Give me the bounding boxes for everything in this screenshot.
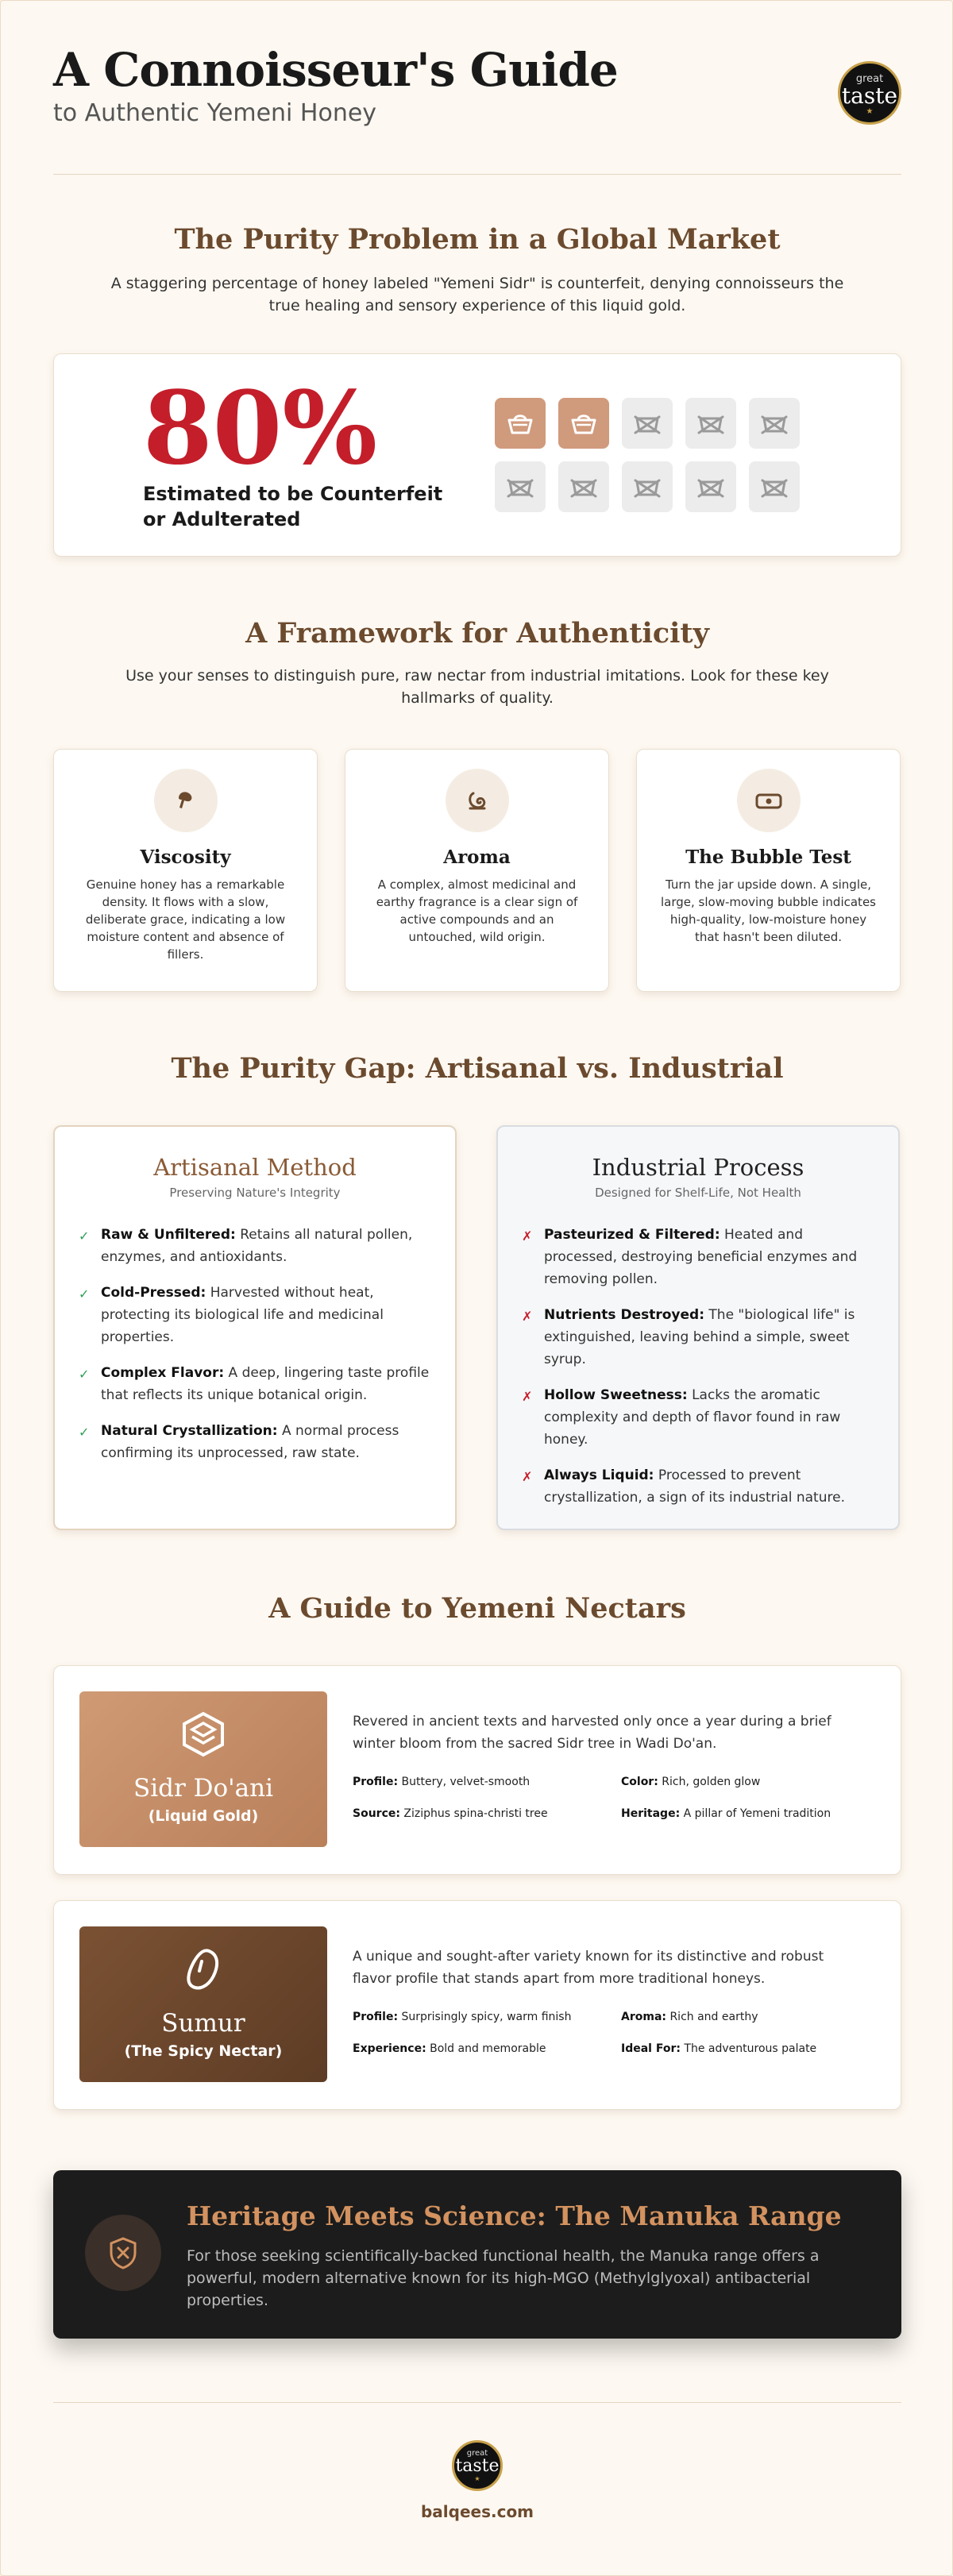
crossed-jar-icon: [622, 461, 673, 512]
basket-icon: [558, 398, 609, 449]
nectar-attr: Profile: Surprisingly spicy, warm finish: [353, 2011, 572, 2023]
nectar-swatch: [79, 1926, 327, 2082]
check-icon: ✓: [79, 1228, 90, 1244]
nectar-card-sidr: [53, 1665, 901, 1875]
crossed-jar-icon: [495, 461, 546, 512]
jar-bubble-icon: [737, 769, 801, 832]
cross-icon: ✗: [522, 1228, 533, 1244]
artisanal-card: [53, 1125, 457, 1530]
nectar-description: A unique and sought-after variety known for its distinctive and robust flavor profile that stands apart from more traditional honeys.: [353, 1949, 824, 1987]
industrial-list: [522, 1224, 876, 1509]
manuka-banner: [53, 2170, 901, 2339]
manuka-title: Heritage Meets Science: The Manuka Range: [187, 2200, 842, 2231]
list-item: ✓ Cold-Pressed: Harvested without heat, protecting its biological life and medicinal properties.: [79, 1285, 384, 1345]
cross-icon: ✗: [522, 1469, 533, 1484]
framework-description: Use your senses to distinguish pure, raw nectar from industrial imitations. Look for these key hallmarks of quality.: [125, 667, 829, 707]
crossed-jar-icon: [749, 398, 800, 449]
artisanal-title: Artisanal Method: [153, 1154, 357, 1181]
list-item: ✗ Pasteurized & Filtered: Heated and processed, destroying beneficial enzymes and removing pollen.: [522, 1227, 858, 1287]
nectar-card-sumur: [53, 1900, 901, 2110]
hexagon-cube-icon: [79, 1710, 327, 1761]
badge-line-1: great: [855, 73, 884, 85]
crossed-jar-icon: [685, 461, 736, 512]
feature-card-aroma: [345, 749, 609, 992]
page-title: A Connoisseur's Guide: [53, 43, 618, 97]
badge-star: ★: [866, 107, 874, 116]
nectar-attr: Profile: Buttery, velvet-smooth: [353, 1776, 531, 1788]
nectar-attr: Ideal For: The adventurous palate: [621, 2042, 817, 2055]
feature-text: A complex, almost medicinal and earthy fragrance is a clear sign of active compounds and an untouched, wild origin.: [376, 877, 578, 944]
artisanal-subtitle: Preserving Nature's Integrity: [169, 1186, 341, 1200]
nectar-attr: Color: Rich, golden glow: [621, 1776, 761, 1788]
feature-card-viscosity: [53, 749, 318, 992]
industrial-title: Industrial Process: [592, 1154, 804, 1181]
feature-title: The Bubble Test: [685, 846, 851, 868]
artisanal-list: [79, 1224, 433, 1464]
manuka-text: For those seeking scientifically-backed functional health, the Manuka range offers a powerful, modern alternative known for its high-MGO (Methylglyoxal) antibacterial properties.: [187, 2247, 820, 2309]
nectar-nickname: (The Spicy Nectar): [124, 2042, 283, 2060]
nectar-swatch: [79, 1691, 327, 1847]
gap-title: The Purity Gap: Artisanal vs. Industrial: [171, 1052, 784, 1085]
crossed-jar-icon: [622, 398, 673, 449]
nectar-name: Sidr Do'ani: [133, 1774, 274, 1803]
site-link[interactable]: balqees.com: [420, 2502, 534, 2521]
purity-title: The Purity Problem in a Global Market: [174, 223, 781, 256]
seed-icon: [79, 1947, 327, 1996]
badge-star: ★: [474, 2475, 480, 2482]
list-item: ✓ Complex Flavor: A deep, lingering taste profile that reflects its unique botanical origin.: [79, 1365, 430, 1403]
badge-line-2: taste: [841, 83, 898, 109]
crossed-jar-icon: [685, 398, 736, 449]
shield-x-icon: [85, 2215, 161, 2291]
nectar-nickname: (Liquid Gold): [148, 1807, 259, 1825]
jar-grid: [495, 398, 812, 517]
stat-label: Estimated to be Counterfeit or Adulterated: [143, 483, 443, 530]
feature-title: Aroma: [443, 846, 511, 868]
cross-icon: ✗: [522, 1389, 533, 1404]
honey-dipper-icon: [154, 769, 218, 832]
list-item: ✗ Nutrients Destroyed: The "biological life" is extinguished, leaving behind a simple, sweet syrup.: [522, 1307, 855, 1367]
badge-line-2: taste: [455, 2456, 500, 2476]
basket-icon: [495, 398, 546, 449]
crossed-jar-icon: [558, 461, 609, 512]
footer-badge: [452, 2440, 503, 2491]
stat-value: 80%: [143, 369, 378, 487]
feature-text: Genuine honey has a remarkable density. It flows with a slow, deliberate grace, indicating a low moisture content and absence of fillers.: [85, 877, 286, 962]
nectar-description: Revered in ancient texts and harvested only once a year during a brief winter bloom from the sacred Sidr tree in Wadi Do'an.: [353, 1714, 831, 1752]
nectar-attr: Experience: Bold and memorable: [353, 2042, 546, 2055]
header: [53, 45, 901, 141]
list-item: ✗ Always Liquid: Processed to prevent crystallization, a sign of its industrial nature.: [522, 1467, 845, 1506]
badge-line-1: great: [466, 2449, 488, 2458]
industrial-card: [496, 1125, 900, 1530]
crossed-jar-icon: [749, 461, 800, 512]
stat-card: [53, 353, 901, 557]
list-item: ✗ Hollow Sweetness: Lacks the aromatic complexity and depth of flavor found in raw honey.: [522, 1387, 841, 1448]
framework-title: A Framework for Authenticity: [245, 617, 709, 650]
aroma-swirl-icon: [446, 769, 509, 832]
nectar-attr: Heritage: A pillar of Yemeni tradition: [621, 1807, 831, 1820]
nectar-attr: Aroma: Rich and earthy: [621, 2011, 758, 2023]
feature-title: Viscosity: [140, 846, 231, 868]
check-icon: ✓: [79, 1286, 90, 1301]
cross-icon: ✗: [522, 1309, 533, 1324]
list-item: ✓ Raw & Unfiltered: Retains all natural pollen, enzymes, and antioxidants.: [79, 1227, 413, 1265]
nectar-attr: Source: Ziziphus spina-christi tree: [353, 1807, 548, 1820]
nectars-title: A Guide to Yemeni Nectars: [268, 1592, 686, 1625]
great-taste-badge: [838, 61, 901, 125]
purity-description: A staggering percentage of honey labeled "Yemeni Sidr" is counterfeit, denying connoisseurs the true healing and sensory experience of this liquid gold.: [110, 275, 844, 314]
feature-text: Turn the jar upside down. A single, large, slow-moving bubble indicates high-quality, low-moisture honey that hasn't been diluted.: [661, 877, 876, 944]
page-subtitle: to Authentic Yemeni Honey: [53, 98, 377, 127]
check-icon: ✓: [79, 1367, 90, 1382]
industrial-subtitle: Designed for Shelf-Life, Not Health: [595, 1186, 801, 1200]
divider: [53, 174, 901, 175]
feature-card-bubble-test: [636, 749, 901, 992]
nectar-name: Sumur: [161, 2009, 245, 2038]
list-item: ✓ Natural Crystallization: A normal process confirming its unprocessed, raw state.: [79, 1423, 399, 1461]
check-icon: ✓: [79, 1425, 90, 1440]
divider: [53, 2402, 901, 2403]
